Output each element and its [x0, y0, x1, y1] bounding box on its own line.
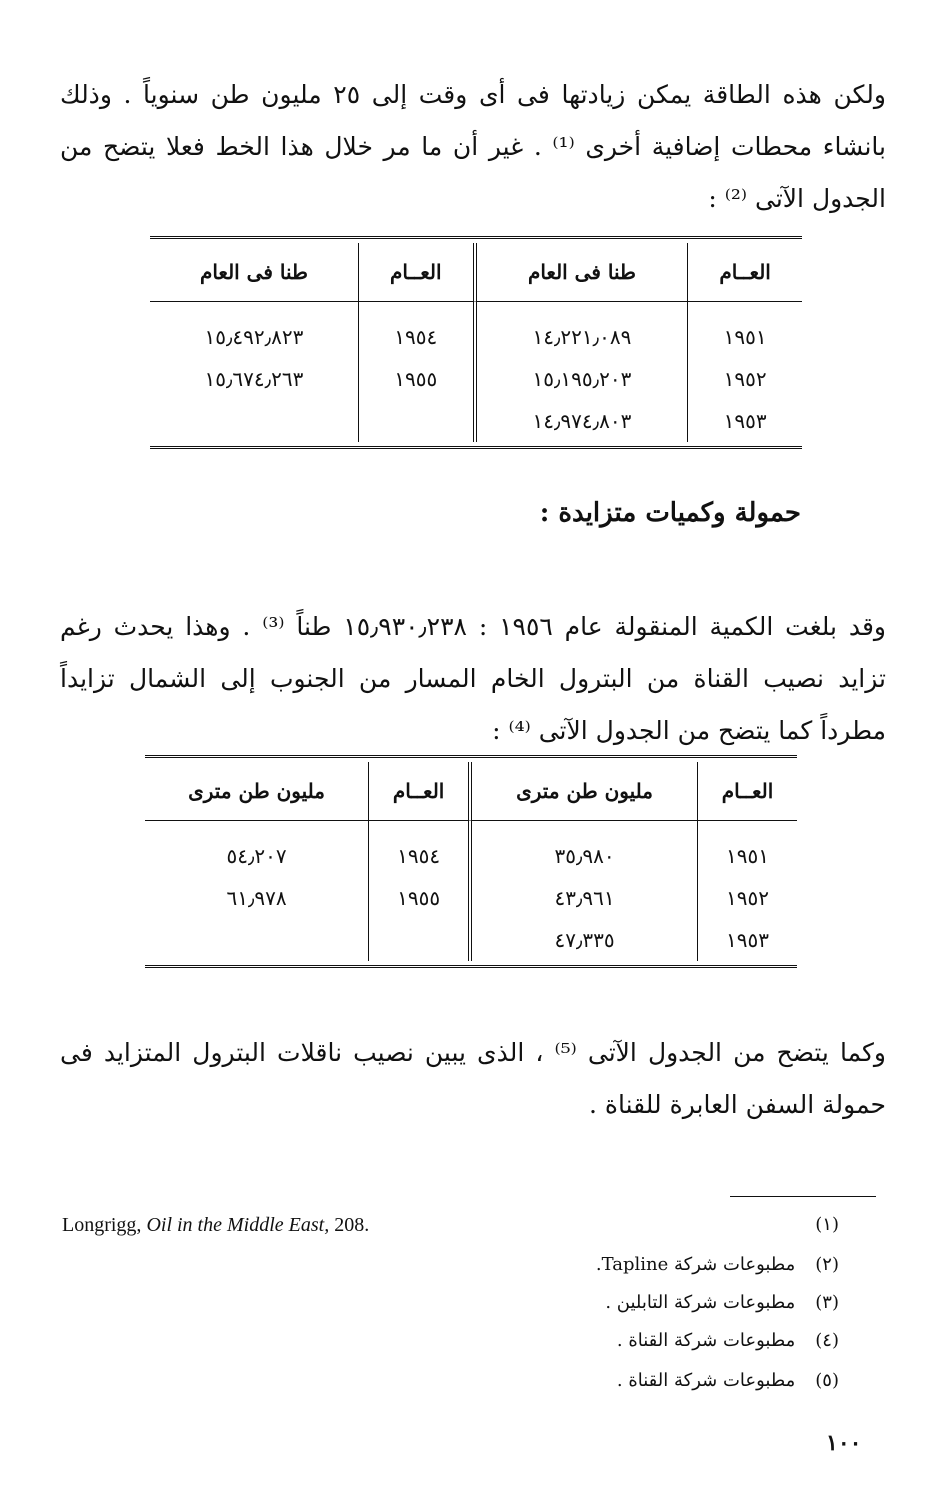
footnote-1-citation: [62, 1214, 369, 1237]
header-value-a: طنا فى العام: [473, 243, 688, 302]
table-row: [150, 302, 802, 358]
cell-value: [145, 919, 368, 961]
footnote-4: [617, 1330, 839, 1351]
cell-year: [358, 400, 473, 442]
cell-year: ١٩٥٣: [687, 400, 802, 442]
table-header-row: [145, 762, 797, 821]
cell-value: ٥٤٫٢٠٧: [226, 844, 287, 868]
page-number: ١٠٠: [826, 1430, 862, 1456]
footnote-text: مطبوعات شركة التابلين .: [605, 1292, 796, 1313]
cell-value: ٦١٫٩٧٨: [226, 886, 287, 910]
cell-year: ١٩٥٤: [358, 302, 473, 358]
table-row: [150, 400, 802, 442]
cell-year: ١٩٥١: [687, 302, 802, 358]
cell-year: ١٩٥٢: [687, 358, 802, 400]
cell-year: ١٩٥١: [697, 821, 797, 877]
cell-value: ٤٣٫٩٦١: [468, 877, 697, 919]
cell-value: ١٤٫٩٧٤٫٨٠٣: [473, 400, 688, 442]
footnote-divider: [730, 1196, 876, 1197]
header-year-a: العــام: [697, 762, 797, 821]
cell-year: ١٩٥٥: [358, 358, 473, 400]
cell-year: ١٩٥٤: [368, 821, 468, 877]
table-header-row: [150, 243, 802, 302]
citation-page: 208.: [334, 1214, 370, 1236]
cell-value: [150, 400, 358, 442]
citation-title: Oil in the Middle East,: [146, 1214, 330, 1236]
table-row: [145, 919, 797, 961]
header-value-a: مليون طن مترى: [468, 762, 697, 821]
paragraph-canal-share: وقد بلغت الكمية المنقولة عام ١٩٥٦ : ١٥٫٩٣٠٫٢٣٨ طناً ⁽³⁾ . وهذا يحدث رغم تزايد نصيب القناة من البترول الخام المسار من الجنوب إلى الشمال تزايداً مطرداً كما يتضح من الجدول الآتى ⁽⁴⁾ :: [60, 612, 887, 745]
footnote-number: (٣): [815, 1292, 839, 1313]
cell-value: ١٥٫٤٩٢٫٨٢٣: [204, 325, 304, 349]
footnote-number: (٢): [815, 1254, 839, 1275]
table-row: [145, 877, 797, 919]
cell-value: ١٤٫٢٢١٫٠٨٩: [473, 302, 688, 358]
footnote-2: [596, 1254, 839, 1275]
footnote-number: (٥): [815, 1370, 839, 1391]
cell-year: [368, 919, 468, 961]
header-year-b: العــام: [358, 243, 473, 302]
table-row: [145, 821, 797, 877]
table-tapline-tonnage: [150, 236, 802, 449]
citation-author: Longrigg,: [62, 1214, 142, 1236]
cell-value: ٤٧٫٣٣٥: [468, 919, 697, 961]
cell-year: ١٩٥٣: [697, 919, 797, 961]
footnote-text: مطبوعات شركة القناة .: [616, 1330, 796, 1351]
footnote-text: مطبوعات شركة القناة .: [616, 1370, 796, 1391]
cell-year: ١٩٥٢: [697, 877, 797, 919]
footnote-5: [617, 1370, 839, 1391]
cell-year: ١٩٥٥: [368, 877, 468, 919]
section-heading: حمولة وكميات متزايدة :: [539, 498, 801, 528]
table-canal-oil-tonnage: [145, 755, 797, 968]
footnote-number: (٤): [815, 1330, 839, 1351]
paragraph-intro: ولكن هذه الطاقة يمكن زيادتها فى أى وقت إلى ٢٥ مليون طن سنوياً . وذلك بانشاء محطات إضافية أخرى ⁽¹⁾ . غير أن ما مر خلال هذا الخط فعلا يتضح من الجدول الآتى ⁽²⁾ :: [60, 80, 886, 213]
footnote-text: مطبوعات شركة Tapline.: [595, 1254, 796, 1275]
header-year-b: العــام: [368, 762, 468, 821]
cell-value: ١٥٫١٩٥٫٢٠٣: [473, 358, 688, 400]
cell-value: ١٥٫٦٧٤٫٢٦٣: [204, 367, 304, 391]
table-row: [150, 358, 802, 400]
header-year-a: العــام: [687, 243, 802, 302]
header-value-b: طنا فى العام: [150, 243, 358, 302]
header-value-b: مليون طن مترى: [145, 762, 368, 821]
cell-value: ٣٥٫٩٨٠: [468, 821, 697, 877]
footnote-3: [605, 1292, 839, 1313]
footnote-number: (١): [815, 1214, 839, 1235]
footnote-1: [801, 1214, 839, 1235]
paragraph-tanker-share: وكما يتضح من الجدول الآتى ⁽⁵⁾ ، الذى يبين نصيب ناقلات البترول المتزايد فى حمولة السفن العابرة للقناة .: [60, 1038, 886, 1119]
